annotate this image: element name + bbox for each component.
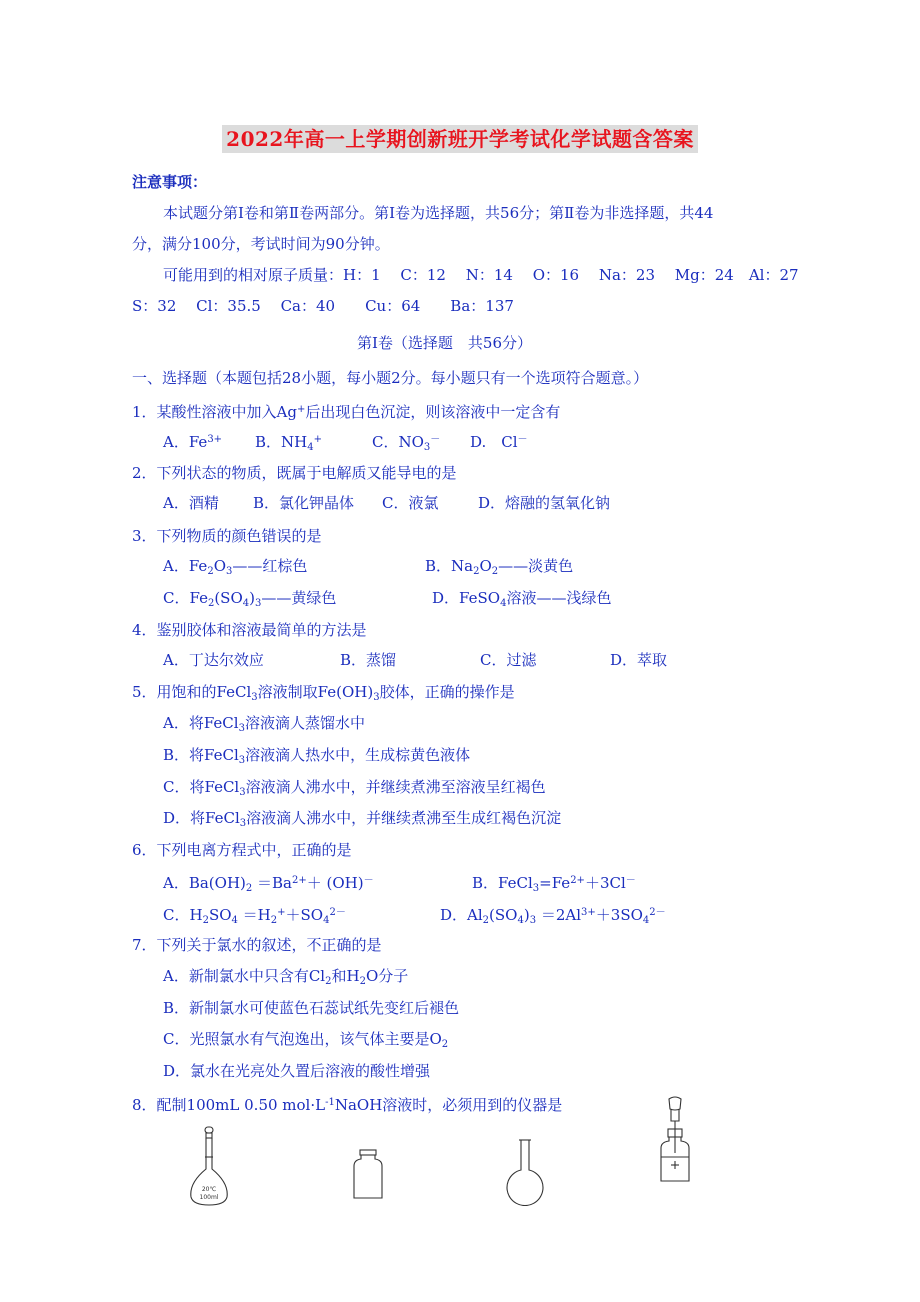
question-5-option-c: C．将FeCl$_3$溶液滴人沸水中，并继续煮沸至溶液呈红褐色 xyxy=(163,778,546,798)
question-3-option-d: D．FeSO$_4$溶液——浅绿色 xyxy=(432,589,612,609)
question-3-stem: 3．下列物质的颜色错误的是 xyxy=(132,527,322,545)
question-4-option-c: C．过滤 xyxy=(480,651,537,669)
instructions: 一、选择题（本题包括28小题，每小题2分。每小题只有一个选项符合题意。） xyxy=(132,369,649,387)
question-7-option-d: D．氯水在光亮处久置后溶液的酸性增强 xyxy=(163,1062,431,1080)
volumetric-flask-icon xyxy=(185,1125,235,1210)
question-1-stem: 1．某酸性溶液中加入Ag+后出现白色沉淀，则该溶液中一定含有 xyxy=(132,403,561,421)
question-6-option-c: C．$H_2SO_4 =H_2^++SO_4^{2-}$ xyxy=(163,906,346,926)
question-6-option-d: D．$Al_2(SO_4)_3 =2Al^{3+}+3SO_4^{2-}$ xyxy=(440,906,666,926)
question-3-option-b: B．$Na_2O_2——$淡黄色 xyxy=(425,557,574,577)
question-2-stem: 2．下列状态的物质，既属于电解质又能导电的是 xyxy=(132,464,457,482)
question-7-option-b: B．新制氯水可使蓝色石蕊试纸先变红后褪色 xyxy=(163,999,460,1017)
question-7-stem: 7．下列关于氯水的叙述，不正确的是 xyxy=(132,936,382,954)
question-5-option-b: B．将FeCl$_3$溶液滴人热水中，生成棕黄色液体 xyxy=(163,746,471,766)
question-5-stem: 5．用饱和的FeCl$_3$溶液制取$Fe(OH)_3$胶体，正确的操作是 xyxy=(132,683,515,703)
question-1-option-b: B．$NH_4^+$ xyxy=(255,433,322,453)
document-title: 2022年高一上学期创新班开学考试化学试题含答案 xyxy=(0,123,920,152)
notice-heading: 注意事项： xyxy=(132,173,208,191)
atomic-masses-line2: S：32 Cl：35.5 Ca：40 Cu：64 Ba：137 xyxy=(132,297,514,315)
round-bottom-flask-icon xyxy=(502,1138,548,1206)
question-1-option-a: A．$Fe^{3+}$ xyxy=(163,433,223,451)
question-3-option-a: A．$Fe_2O_3——$红棕色 xyxy=(163,557,308,577)
question-7-option-a: A．新制氯水中只含有$Cl_2$和$H_2O$分子 xyxy=(163,967,409,987)
question-1-option-d: D. Cl－ xyxy=(470,433,528,451)
question-6-stem: 6．下列电离方程式中，正确的是 xyxy=(132,841,352,859)
question-2-option-b: B．氯化钾晶体 xyxy=(253,494,355,512)
section-title: 第Ⅰ卷（选择题 共56分） xyxy=(357,334,533,352)
question-7-option-c: C．光照氯水有气泡逸出，该气体主要是$O_2$ xyxy=(163,1030,449,1050)
question-8-stem: 8．配制100mL 0.50 $mol\cdot L^{-1}NaOH$溶液时，必须用到的仪器是 xyxy=(132,1096,563,1114)
atomic-masses-line1: 可能用到的相对原子质量：H：1 C：12 N：14 O：16 Na：23 Mg：24 Al：27 xyxy=(163,266,799,284)
notice-para-line2: 分，满分100分，考试时间为90分钟。 xyxy=(132,235,390,253)
flask-label-volume: 100ml xyxy=(199,1194,219,1201)
flask-label-temp: 20℃ xyxy=(201,1186,217,1193)
question-4-option-b: B．蒸馏 xyxy=(340,651,397,669)
question-1-option-c: C．$NO_3^-$ xyxy=(372,433,441,453)
question-4-option-d: D．萃取 xyxy=(610,651,668,669)
question-4-option-a: A．丁达尔效应 xyxy=(163,651,264,669)
question-3-option-c: C．$Fe_2(SO_4)_3——$黄绿色 xyxy=(163,589,337,609)
question-6-option-a: A．$Ba(OH)_2 =Ba^{2+}+ (OH)^-$ xyxy=(163,874,374,894)
question-2-option-d: D．熔融的氢氧化钠 xyxy=(478,494,611,512)
dropper-bottle-icon xyxy=(655,1095,695,1187)
question-5-option-a: A．将FeCl$_3$溶液滴人蒸馏水中 xyxy=(163,714,365,734)
question-2-option-c: C．液氯 xyxy=(382,494,439,512)
question-2-option-a: A．酒精 xyxy=(163,494,219,512)
question-4-stem: 4．鉴别胶体和溶液最简单的方法是 xyxy=(132,621,367,639)
notice-para-line1: 本试题分第Ⅰ卷和第Ⅱ卷两部分。第Ⅰ卷为选择题，共56分；第Ⅱ卷为非选择题，共44 xyxy=(163,204,714,222)
reagent-bottle-icon xyxy=(350,1148,386,1202)
question-6-option-b: B．$FeCl_3=Fe^{2+}+3Cl^-$ xyxy=(472,874,636,894)
question-5-option-d: D．将FeCl$_3$溶液滴人沸水中，并继续煮沸至生成红褐色沉淀 xyxy=(163,809,562,829)
